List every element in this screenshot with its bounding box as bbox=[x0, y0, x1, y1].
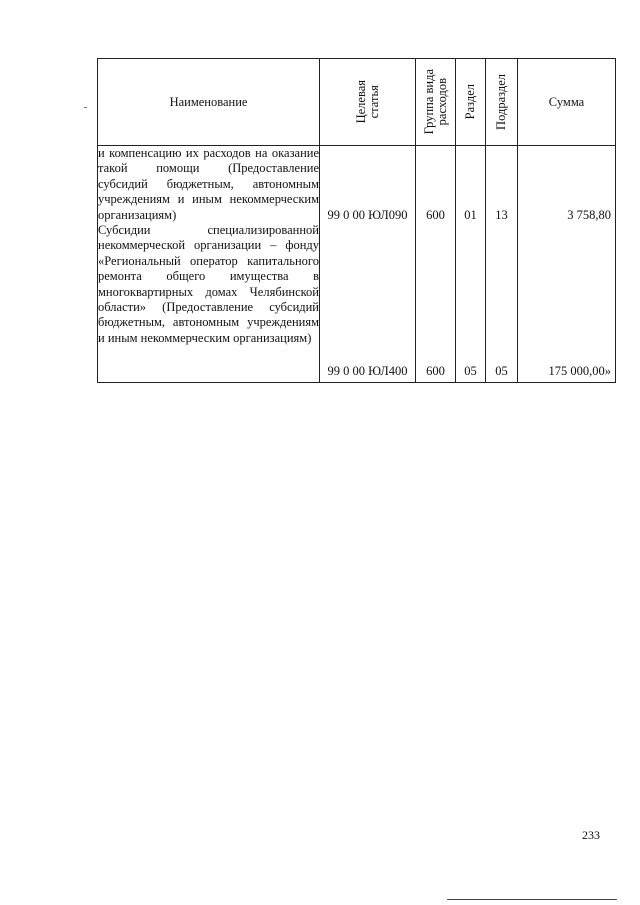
name-paragraph-1: и компенсацию их расходов на оказание такой помощи (Предоставление субсидий бюджетным, автономным учреждениям и иным некоммерческим организациям) bbox=[98, 146, 319, 222]
amount-cell bbox=[518, 146, 616, 383]
table-header-row bbox=[98, 59, 616, 146]
row2-subsection: 05 bbox=[495, 364, 508, 378]
name-paragraph-2: Субсидии специализированной некоммерческой организации – фонду «Региональный оператор капитального ремонта общего имущества в многоквартирных домах Челябинской области» (Предоставление субсидий бюджетным, автономным учреждениям и иным некоммерческим организациям) bbox=[98, 223, 319, 345]
header-expense-group-line1: Группа вида bbox=[421, 69, 436, 135]
row1-subsection: 13 bbox=[495, 208, 508, 222]
header-name-label: Наименование bbox=[169, 94, 248, 109]
row1-section: 01 bbox=[464, 208, 477, 222]
expense-group-cell bbox=[416, 146, 456, 383]
section-cell bbox=[456, 146, 486, 383]
header-section-label: Раздел bbox=[463, 84, 477, 120]
header-subsection bbox=[486, 59, 518, 146]
header-subsection-label: Подраздел bbox=[494, 74, 508, 130]
header-target-article-line1: Целевая bbox=[353, 80, 368, 124]
row2-amount: 175 000,00» bbox=[548, 364, 611, 378]
page-number: 233 bbox=[582, 828, 600, 842]
header-target-article bbox=[320, 59, 416, 146]
name-cell bbox=[98, 146, 320, 383]
subsection-cell bbox=[486, 146, 518, 383]
header-amount-label: Сумма bbox=[548, 94, 585, 109]
margin-mark bbox=[84, 107, 87, 108]
target-article-cell bbox=[320, 146, 416, 383]
header-expense-group bbox=[416, 59, 456, 146]
row1-target-article: 99 0 00 ЮЛ090 bbox=[327, 208, 408, 222]
row2-section: 05 bbox=[464, 364, 477, 378]
row1-amount: 3 758,80 bbox=[567, 208, 611, 222]
header-target-article-line2: статья bbox=[366, 85, 381, 119]
budget-table bbox=[97, 58, 616, 383]
row2-target-article: 99 0 00 ЮЛ400 bbox=[327, 364, 408, 378]
footer-rule bbox=[447, 899, 617, 900]
header-expense-group-line2: расходов bbox=[434, 78, 449, 126]
header-name bbox=[98, 59, 320, 146]
row2-expense-group: 600 bbox=[426, 364, 445, 378]
table-row bbox=[98, 146, 616, 383]
header-section bbox=[456, 59, 486, 146]
header-amount bbox=[518, 59, 616, 146]
row1-expense-group: 600 bbox=[426, 208, 445, 222]
